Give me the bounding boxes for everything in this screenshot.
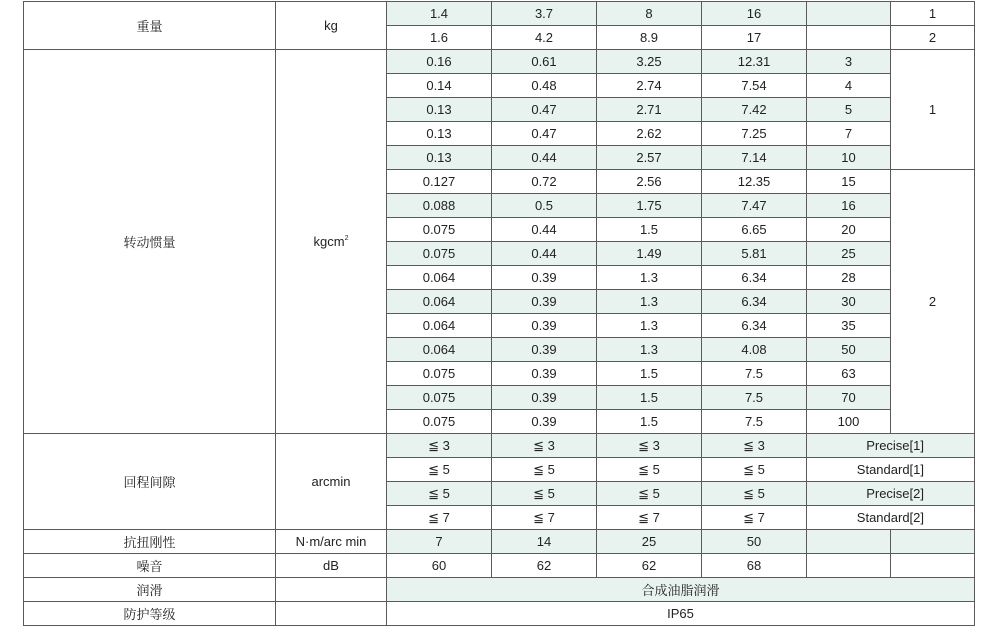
value-cell: 0.47 bbox=[492, 98, 597, 122]
lubrication-value: 合成油脂润滑 bbox=[387, 578, 975, 602]
unit-stiffness: N·m/arc min bbox=[276, 530, 387, 554]
value-cell: 1.3 bbox=[597, 266, 702, 290]
value-cell: 0.127 bbox=[387, 170, 492, 194]
ratio-cell: 30 bbox=[807, 290, 891, 314]
row-label-noise: 噪音 bbox=[24, 554, 276, 578]
value-cell: ≦ 5 bbox=[597, 482, 702, 506]
value-cell: ≦ 5 bbox=[492, 482, 597, 506]
stiffness-row bbox=[24, 530, 975, 554]
value-cell: 0.5 bbox=[492, 194, 597, 218]
value-cell: 0.075 bbox=[387, 362, 492, 386]
value-cell: ≦ 5 bbox=[702, 458, 807, 482]
value-cell: ≦ 7 bbox=[702, 506, 807, 530]
weight-row bbox=[24, 2, 975, 26]
value-cell: 7.5 bbox=[702, 386, 807, 410]
ratio-cell: 100 bbox=[807, 410, 891, 434]
value-cell: 0.088 bbox=[387, 194, 492, 218]
value-cell: 1.5 bbox=[597, 386, 702, 410]
row-label-weight: 重量 bbox=[24, 2, 276, 50]
ratio-cell bbox=[807, 26, 891, 50]
value-cell: 7.25 bbox=[702, 122, 807, 146]
ratio-cell: 15 bbox=[807, 170, 891, 194]
ratio-cell: 3 bbox=[807, 50, 891, 74]
value-cell: ≦ 3 bbox=[492, 434, 597, 458]
value-cell: 2.62 bbox=[597, 122, 702, 146]
value-cell: 8 bbox=[597, 2, 702, 26]
value-cell: 6.34 bbox=[702, 266, 807, 290]
ratio-cell: 63 bbox=[807, 362, 891, 386]
empty-cell bbox=[807, 554, 891, 578]
value-cell: 50 bbox=[702, 530, 807, 554]
value-cell: 1.3 bbox=[597, 290, 702, 314]
value-cell: 1.3 bbox=[597, 314, 702, 338]
value-cell: 0.13 bbox=[387, 98, 492, 122]
value-cell: 1.3 bbox=[597, 338, 702, 362]
value-cell: 0.064 bbox=[387, 338, 492, 362]
value-cell: 0.064 bbox=[387, 290, 492, 314]
value-cell: ≦ 5 bbox=[702, 482, 807, 506]
value-cell: ≦ 7 bbox=[387, 506, 492, 530]
empty-cell bbox=[891, 530, 975, 554]
value-cell: 0.13 bbox=[387, 122, 492, 146]
ratio-cell: 35 bbox=[807, 314, 891, 338]
backlash-row bbox=[24, 434, 975, 458]
value-cell: 0.48 bbox=[492, 74, 597, 98]
value-cell: 0.075 bbox=[387, 218, 492, 242]
value-cell: 6.34 bbox=[702, 314, 807, 338]
value-cell: ≦ 5 bbox=[387, 482, 492, 506]
value-cell: 0.39 bbox=[492, 386, 597, 410]
value-cell: 17 bbox=[702, 26, 807, 50]
value-cell: 60 bbox=[387, 554, 492, 578]
value-cell: 0.075 bbox=[387, 410, 492, 434]
value-cell: 3.7 bbox=[492, 2, 597, 26]
value-cell: 0.61 bbox=[492, 50, 597, 74]
ratio-cell: 50 bbox=[807, 338, 891, 362]
row-label-stiffness: 抗扭刚性 bbox=[24, 530, 276, 554]
value-cell: 0.39 bbox=[492, 266, 597, 290]
value-cell: 7.5 bbox=[702, 410, 807, 434]
value-cell: 12.35 bbox=[702, 170, 807, 194]
spec-table bbox=[23, 1, 975, 626]
ratio-cell: 28 bbox=[807, 266, 891, 290]
value-cell: 1.4 bbox=[387, 2, 492, 26]
value-cell: 0.39 bbox=[492, 410, 597, 434]
lubrication-row bbox=[24, 578, 975, 602]
value-cell: ≦ 7 bbox=[492, 506, 597, 530]
value-cell: 2.57 bbox=[597, 146, 702, 170]
value-cell: 0.72 bbox=[492, 170, 597, 194]
ratio-cell: 10 bbox=[807, 146, 891, 170]
stage-cell: 2 bbox=[891, 26, 975, 50]
value-cell: ≦ 5 bbox=[492, 458, 597, 482]
value-cell: 0.16 bbox=[387, 50, 492, 74]
value-cell: ≦ 3 bbox=[597, 434, 702, 458]
value-cell: 1.5 bbox=[597, 218, 702, 242]
value-cell: 62 bbox=[597, 554, 702, 578]
value-cell: ≦ 3 bbox=[702, 434, 807, 458]
ratio-cell bbox=[807, 2, 891, 26]
value-cell: 1.5 bbox=[597, 410, 702, 434]
ratio-cell: 16 bbox=[807, 194, 891, 218]
value-cell: 0.064 bbox=[387, 266, 492, 290]
value-cell: 1.6 bbox=[387, 26, 492, 50]
value-cell: ≦ 7 bbox=[597, 506, 702, 530]
value-cell: 8.9 bbox=[597, 26, 702, 50]
value-cell: 7.54 bbox=[702, 74, 807, 98]
value-cell: 2.56 bbox=[597, 170, 702, 194]
ratio-cell: 20 bbox=[807, 218, 891, 242]
grade-cell: Precise[1] bbox=[807, 434, 975, 458]
value-cell: 0.39 bbox=[492, 338, 597, 362]
value-cell: 0.14 bbox=[387, 74, 492, 98]
unit-backlash: arcmin bbox=[276, 434, 387, 530]
value-cell: 0.075 bbox=[387, 242, 492, 266]
empty-cell bbox=[891, 554, 975, 578]
value-cell: ≦ 5 bbox=[597, 458, 702, 482]
row-label-lubrication: 润滑 bbox=[24, 578, 276, 602]
value-cell: 0.47 bbox=[492, 122, 597, 146]
value-cell: 62 bbox=[492, 554, 597, 578]
value-cell: ≦ 3 bbox=[387, 434, 492, 458]
value-cell: 2.71 bbox=[597, 98, 702, 122]
stage-cell: 1 bbox=[891, 50, 975, 170]
value-cell: 7.47 bbox=[702, 194, 807, 218]
unit-base: kgcm bbox=[313, 234, 345, 249]
unit-protection bbox=[276, 602, 387, 626]
unit-lubrication bbox=[276, 578, 387, 602]
ratio-cell: 4 bbox=[807, 74, 891, 98]
grade-cell: Standard[1] bbox=[807, 458, 975, 482]
row-label-protection: 防护等级 bbox=[24, 602, 276, 626]
value-cell: ≦ 5 bbox=[387, 458, 492, 482]
grade-cell: Standard[2] bbox=[807, 506, 975, 530]
unit-weight: kg bbox=[276, 2, 387, 50]
value-cell: 14 bbox=[492, 530, 597, 554]
value-cell: 7.14 bbox=[702, 146, 807, 170]
value-cell: 0.39 bbox=[492, 314, 597, 338]
value-cell: 1.5 bbox=[597, 362, 702, 386]
ratio-cell: 25 bbox=[807, 242, 891, 266]
empty-cell bbox=[807, 530, 891, 554]
value-cell: 4.08 bbox=[702, 338, 807, 362]
value-cell: 2.74 bbox=[597, 74, 702, 98]
value-cell: 0.44 bbox=[492, 242, 597, 266]
value-cell: 7.42 bbox=[702, 98, 807, 122]
value-cell: 1.75 bbox=[597, 194, 702, 218]
unit-inertia bbox=[276, 50, 387, 434]
unit-noise: dB bbox=[276, 554, 387, 578]
grade-cell: Precise[2] bbox=[807, 482, 975, 506]
value-cell: 25 bbox=[597, 530, 702, 554]
value-cell: 0.064 bbox=[387, 314, 492, 338]
value-cell: 0.075 bbox=[387, 386, 492, 410]
protection-value: IP65 bbox=[387, 602, 975, 626]
value-cell: 0.44 bbox=[492, 218, 597, 242]
unit-exponent: 2 bbox=[344, 235, 349, 242]
protection-row bbox=[24, 602, 975, 626]
value-cell: 0.44 bbox=[492, 146, 597, 170]
value-cell: 1.49 bbox=[597, 242, 702, 266]
noise-row bbox=[24, 554, 975, 578]
value-cell: 5.81 bbox=[702, 242, 807, 266]
value-cell: 6.65 bbox=[702, 218, 807, 242]
value-cell: 7 bbox=[387, 530, 492, 554]
value-cell: 7.5 bbox=[702, 362, 807, 386]
value-cell: 12.31 bbox=[702, 50, 807, 74]
value-cell: 0.39 bbox=[492, 362, 597, 386]
ratio-cell: 70 bbox=[807, 386, 891, 410]
value-cell: 68 bbox=[702, 554, 807, 578]
inertia-row bbox=[24, 50, 975, 74]
stage-cell: 2 bbox=[891, 170, 975, 434]
value-cell: 16 bbox=[702, 2, 807, 26]
value-cell: 3.25 bbox=[597, 50, 702, 74]
value-cell: 4.2 bbox=[492, 26, 597, 50]
value-cell: 0.39 bbox=[492, 290, 597, 314]
value-cell: 0.13 bbox=[387, 146, 492, 170]
stage-cell: 1 bbox=[891, 2, 975, 26]
row-label-backlash: 回程间隙 bbox=[24, 434, 276, 530]
ratio-cell: 7 bbox=[807, 122, 891, 146]
ratio-cell: 5 bbox=[807, 98, 891, 122]
row-label-inertia: 转动惯量 bbox=[24, 50, 276, 434]
value-cell: 6.34 bbox=[702, 290, 807, 314]
